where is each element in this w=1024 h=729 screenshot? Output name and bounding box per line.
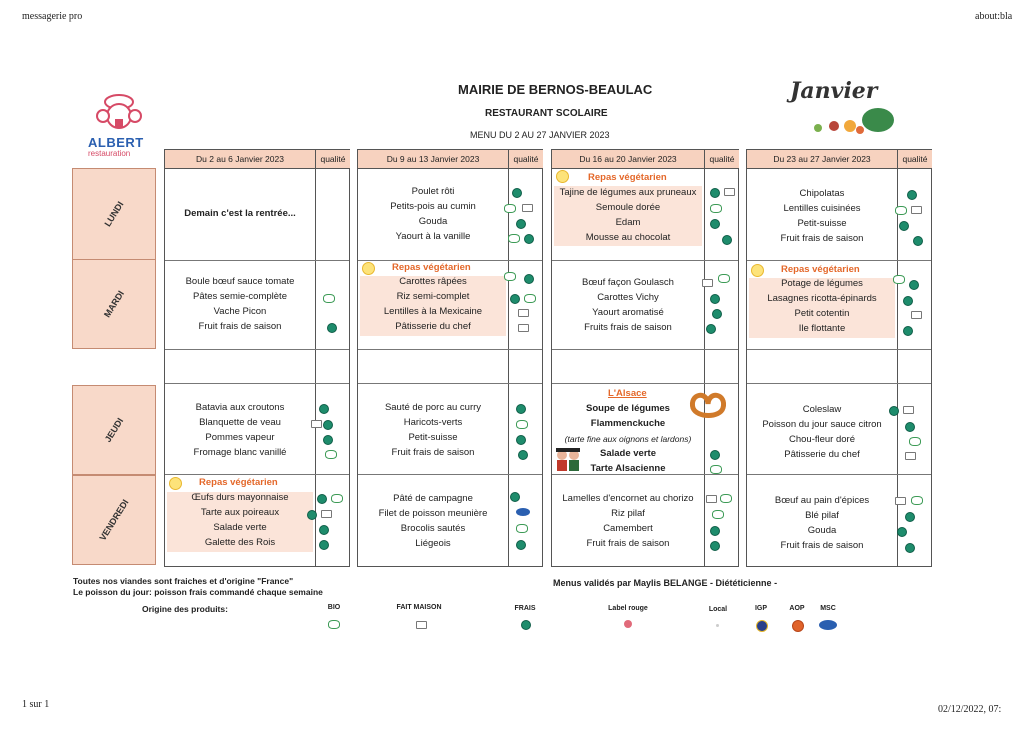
bio-icon [504,204,516,213]
menu-item: Semoule dorée [595,202,661,213]
frais-icon [516,540,526,550]
fait-maison-icon [522,204,533,212]
frais-icon [516,404,526,414]
menu-item: Galette des Rois [204,537,276,548]
browser-tab-title: messagerie pro [22,11,83,22]
menu-item: Œufs durs mayonnaise [191,492,289,503]
menu-item: Pâtisserie du chef [395,321,471,332]
frais-icon [319,540,329,550]
bio-icon [909,437,921,446]
day-band-mardi [72,259,156,349]
chef-icon [88,92,150,132]
menu-item: Petit-suisse [797,218,847,229]
bio-icon [328,620,340,629]
logo-name: ALBERT [88,135,144,150]
legend-label: MSC [820,605,836,612]
menu-item: Potage de légumes [781,278,863,289]
menu-item: Boule bœuf sauce tomate [185,276,295,287]
menu-item: Lamelles d'encornet au chorizo [562,493,694,504]
frais-icon [323,420,333,430]
vegetarian-tag: Repas végétarien [199,477,278,488]
frais-icon [905,543,915,553]
menu-item: Fruit frais de saison [586,538,670,549]
frais-icon [899,221,909,231]
frais-icon [903,326,913,336]
fait-maison-icon [724,188,735,196]
vegetarian-tag: Repas végétarien [588,172,667,183]
menu-item: Edam [615,217,641,228]
menu-item: Ile flottante [798,323,846,334]
browser-url: about:bla [975,11,1013,22]
menu-item: Tarte aux poireaux [200,507,280,518]
fait-maison-icon [518,309,529,317]
week-label: Du 2 au 6 Janvier 2023 [165,150,315,169]
menu-item: Demain c'est la rentrée... [184,208,296,219]
menu-item: Riz semi-complet [396,291,470,302]
origin-title: Origine des produits: [142,604,228,614]
menu-item: Mousse au chocolat [585,232,671,243]
bio-icon [325,450,337,459]
frais-icon [516,219,526,229]
frais-icon [710,219,720,229]
frais-icon [722,235,732,245]
month-lettering: Janvier [790,78,878,104]
vegetarian-tag: Repas végétarien [781,264,860,275]
frais-icon [907,190,917,200]
menu-item: (tarte fine aux oignons et lardons) [564,434,692,444]
menu-item: Tarte Alsacienne [590,463,666,474]
menu-item: Petit-suisse [408,432,458,443]
fait-maison-icon [321,510,332,518]
vegetarian-tag: Repas végétarien [392,262,471,273]
day-label: MARDI [101,288,127,320]
frais-icon [889,406,899,416]
frais-icon [319,404,329,414]
bio-icon [712,510,724,519]
theme-tag: L'Alsace [608,388,647,399]
menu-item: Fruit frais de saison [780,540,864,551]
menu-item: Petit cotentin [794,308,850,319]
menu-item: Lentilles cuisinées [783,203,861,214]
logo-tagline: restauration [88,149,131,158]
menu-item: Riz pilaf [611,508,645,519]
frais-icon [710,450,720,460]
menu-item: Lasagnes ricotta-épinards [767,293,877,304]
sun-icon [169,477,182,490]
fait-maison-icon [903,406,914,414]
frais-icon [710,541,720,551]
menu-item: Blanquette de veau [199,417,281,428]
bio-icon [895,206,907,215]
fait-maison-icon [895,497,906,505]
fait-maison-icon [518,324,529,332]
footer-validation: Menus validés par Maylis BELANGE - Diététicienne - [553,578,778,588]
week-column-1 [164,149,350,567]
bio-icon [504,272,516,281]
menu-item: Carottes râpées [399,276,467,287]
day-band-jeudi [72,385,156,475]
frais-icon [307,510,317,520]
sun-icon [751,264,764,277]
week-label: Du 16 au 20 Janvier 2023 [552,150,704,169]
sun-icon [362,262,375,275]
day-band-lundi [72,168,156,260]
menu-item: Filet de poisson meunière [378,508,488,519]
week-column-4 [746,149,932,567]
menu-item: Blé pilaf [805,510,839,521]
menu-item: Chipolatas [799,188,845,199]
menu-item: Bœuf façon Goulasch [582,277,674,288]
menu-item: Fromage blanc vanillé [193,447,287,458]
menu-item: Fruits frais de saison [584,322,672,333]
fait-maison-icon [905,452,916,460]
alsace-costume-icon [554,447,582,473]
fait-maison-icon [311,420,322,428]
legend-label: FRAIS [514,605,536,612]
menu-item: Gouda [418,216,448,227]
frais-icon [710,526,720,536]
menu-item: Petits-pois au cumin [390,201,476,212]
footer-meat-note: Toutes nos viandes sont fraiches et d'origine "France" [73,576,294,586]
menu-item: Flammenckuche [590,418,666,429]
bio-icon [718,274,730,283]
page-subtitle: RESTAURANT SCOLAIRE [485,108,608,119]
vegetables-icon [790,96,900,138]
legend-label: Local [708,606,728,613]
menu-item: Lentilles à la Mexicaine [383,306,483,317]
bio-icon [323,294,335,303]
bio-icon [331,494,343,503]
bio-icon [516,524,528,533]
frais-icon [905,512,915,522]
print-date: 02/12/2022, 07: [938,704,1002,715]
frais-icon [512,188,522,198]
legend-label: AOP [789,605,805,612]
frais-icon [524,234,534,244]
menu-item: Chou-fleur doré [788,434,855,445]
menu-item: Liégeois [415,538,451,549]
bio-icon [710,204,722,213]
menu-item: Carottes Vichy [597,292,659,303]
legend-label: BIO [327,604,341,611]
sun-icon [556,170,569,183]
menu-item: Vache Picon [213,306,267,317]
frais-icon [510,294,520,304]
quality-label: qualité [315,150,350,169]
frais-icon [909,280,919,290]
quality-label: qualité [897,150,932,169]
albert-logo [88,92,150,158]
menu-item: Soupe de légumes [586,403,670,414]
frais-icon [905,422,915,432]
menu-item: Bœuf au pain d'épices [774,495,870,506]
frais-icon [516,435,526,445]
menu-item: Brocolis sautés [400,523,466,534]
menu-item: Pâtisserie du chef [784,449,860,460]
frais-icon [710,188,720,198]
fait-maison-icon [911,311,922,319]
menu-item: Sauté de porc au curry [384,402,482,413]
frais-icon [323,435,333,445]
bio-icon [720,494,732,503]
frais-icon [518,450,528,460]
menu-item: Tajine de légumes aux pruneaux [559,187,697,198]
janvier-illustration [790,78,900,140]
menu-item: Yaourt à la vanille [395,231,471,242]
msc-icon [819,620,837,630]
menu-period: MENU DU 2 AU 27 JANVIER 2023 [470,130,610,140]
menu-item: Salade verte [600,448,656,459]
aop-icon [792,620,804,632]
menu-item: Fruit frais de saison [198,321,282,332]
frais-icon [712,309,722,319]
menu-item: Salade verte [213,522,267,533]
bio-icon [710,465,722,474]
menu-item: Poulet rôti [411,186,455,197]
bio-icon [516,420,528,429]
frais-icon [913,236,923,246]
label-rouge-icon [624,620,632,628]
menu-item: Pâté de campagne [393,493,473,504]
frais-icon [319,525,329,535]
menu-item: Pommes vapeur [205,432,275,443]
fait-maison-icon [702,279,713,287]
menu-item: Fruit frais de saison [391,447,475,458]
fait-maison-icon [416,621,427,629]
week-column-3 [551,149,739,567]
frais-icon [521,620,531,630]
bio-icon [508,234,520,243]
frais-icon [903,296,913,306]
local-icon [716,624,719,627]
menu-item: Batavia aux croutons [195,402,285,413]
page-title: MAIRIE DE BERNOS-BEAULAC [458,82,653,97]
frais-icon [327,323,337,333]
day-band-vendredi [72,475,156,565]
frais-icon [897,527,907,537]
fait-maison-icon [911,206,922,214]
footer-fish-note: Le poisson du jour: poisson frais commandé chaque semaine [73,587,323,597]
menu-item: Gouda [807,525,837,536]
fait-maison-icon [706,495,717,503]
page-count: 1 sur 1 [22,699,50,710]
bio-icon [893,275,905,284]
frais-icon [710,294,720,304]
frais-icon [510,492,520,502]
frais-icon [706,324,716,334]
menu-item: Yaourt aromatisé [592,307,664,318]
menu-item: Pâtes semie-complète [193,291,287,302]
frais-icon [317,494,327,504]
bio-icon [524,294,536,303]
msc-icon [516,508,530,516]
legend-label: FAIT MAISON [396,604,442,611]
quality-label: qualité [704,150,739,169]
bio-icon [911,496,923,505]
quality-label: qualité [508,150,543,169]
menu-item: Coleslaw [802,404,842,415]
frais-icon [524,274,534,284]
menu-item: Fruit frais de saison [780,233,864,244]
week-column-2 [357,149,543,567]
igp-icon [756,620,768,632]
menu-item: Haricots-verts [403,417,463,428]
day-label: JEUDI [102,416,126,444]
menu-item: Camembert [603,523,653,534]
menu-item: Poisson du jour sauce citron [762,419,882,430]
legend-label: IGP [754,605,768,612]
week-label: Du 23 au 27 Janvier 2023 [747,150,897,169]
day-label: LUNDI [102,199,126,229]
week-label: Du 9 au 13 Janvier 2023 [358,150,508,169]
legend-label: Label rouge [608,605,648,612]
day-label: VENDREDI [97,497,131,543]
